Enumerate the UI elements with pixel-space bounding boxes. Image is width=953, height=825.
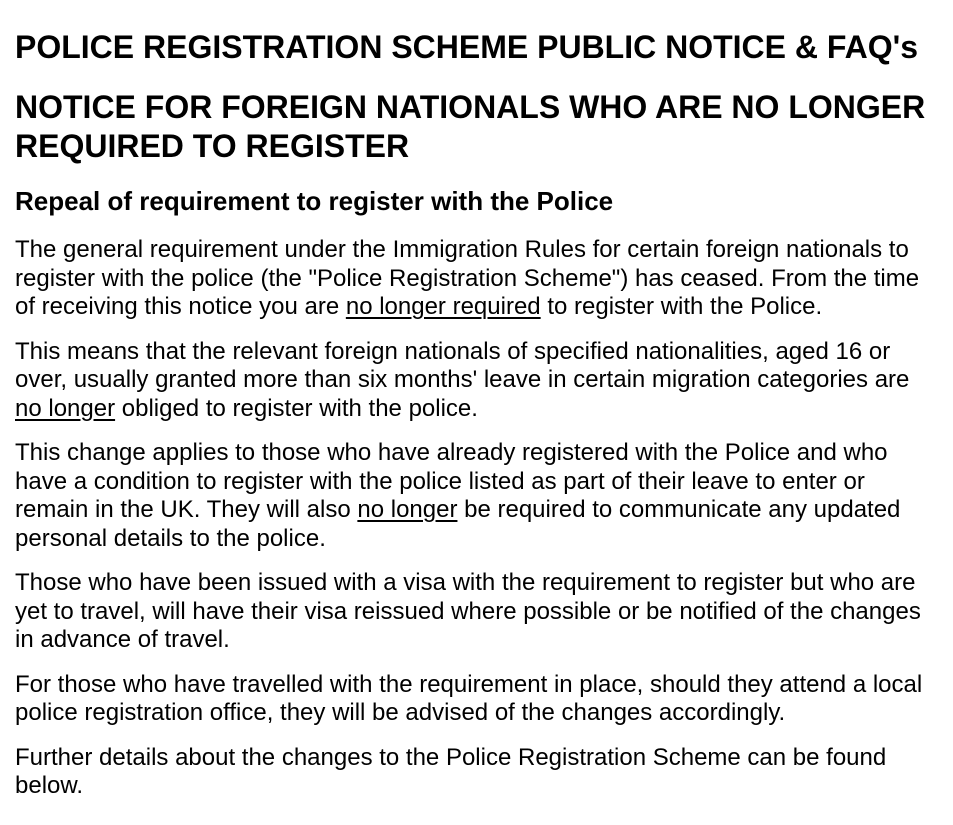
notice-heading: NOTICE FOR FOREIGN NATIONALS WHO ARE NO LONGER REQUIRED TO REGISTER [15,89,926,164]
paragraph-travelled [15,671,931,728]
text-segment: obliged to register with the police. [115,394,478,422]
text-segment: For those who have travelled with the requirement in place, should they attend a local police registration office, they will be advised of the changes accordingly. [15,670,923,726]
document-title: POLICE REGISTRATION SCHEME PUBLIC NOTICE & FAQ's [15,29,919,65]
paragraph-already-registered [15,439,931,553]
underlined-text: no longer [357,496,458,523]
text-segment: be required to communicate any updated personal details to the police. [15,496,901,552]
text-segment: to register with the Police. [540,293,823,320]
underlined-text: no longer required [345,293,541,320]
text-segment: The general requirement under the Immigration Rules for certain foreign nationals to register with the police (the "Police Registration Scheme") has ceased. From the time of receiving this notice you are [15,236,920,320]
text-segment: This change applies to those who have already registered with the Police and who have a condition to register with the police listed as part of their leave to enter or remain in the UK. They will also [15,439,888,523]
text-segment: Those who have been issued with a visa with the requirement to register but who are yet to travel, will have their visa reissued where possible or be notified of the changes in advance of travel. [15,569,921,653]
paragraph-who-affected [15,338,931,424]
text-segment: Further details about the changes to the Police Registration Scheme can be found below. [15,743,887,799]
underlined-text: no longer [15,394,116,422]
paragraph-visa-issued [15,569,931,655]
text-segment: This means that the relevant foreign nationals of specified nationalities, aged 16 or over, usually granted more than six months' leave in certain migration categories are [15,337,910,393]
paragraph-further-details [15,744,931,801]
section-subheading: Repeal of requirement to register with the Police [15,186,614,216]
paragraph-repeal-intro [15,236,931,322]
